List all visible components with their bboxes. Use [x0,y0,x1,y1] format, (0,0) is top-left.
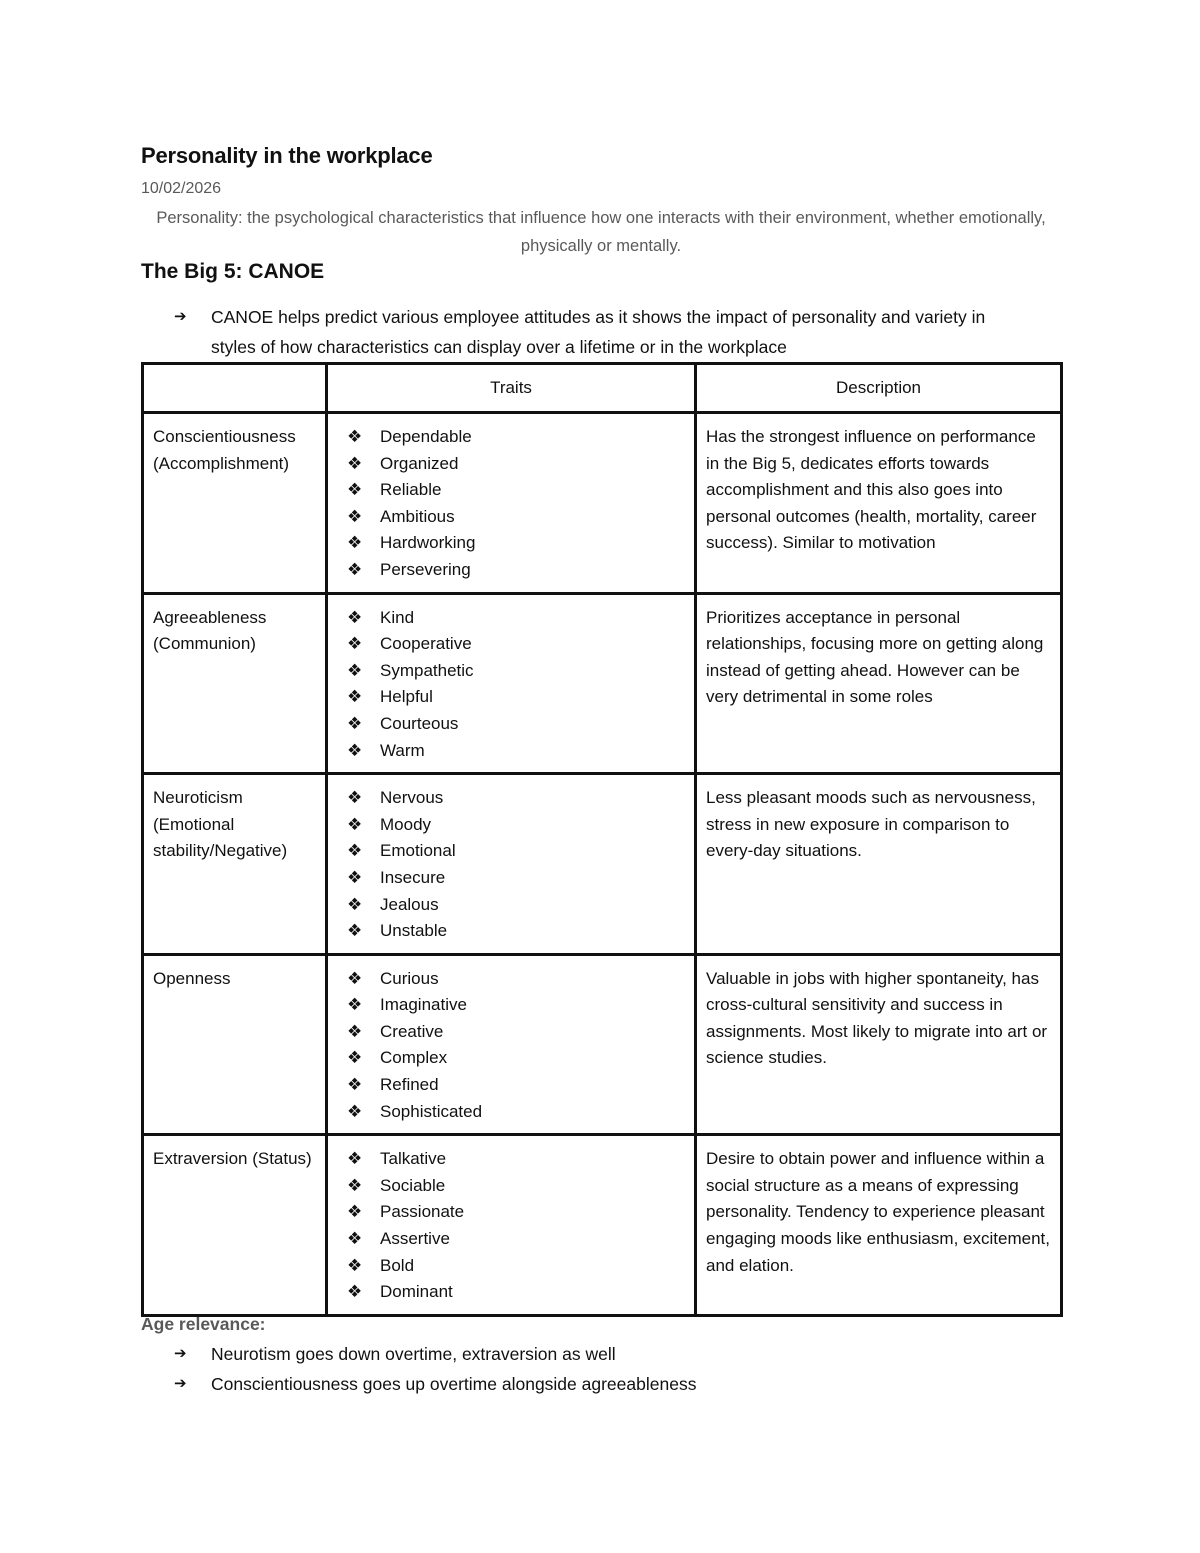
diamond-bullet-icon: ❖ [347,506,363,526]
list-item [347,992,685,1019]
diamond-bullet-icon: ❖ [347,687,363,707]
list-item [347,631,685,658]
list-item [347,838,685,865]
list-item [347,711,685,738]
trait-label: Ambitious [380,506,455,526]
diamond-bullet-icon: ❖ [347,921,363,941]
diamond-bullet-icon: ❖ [347,1048,363,1068]
age-relevance-text: Conscientiousness goes up overtime alongside agreeableness [211,1374,697,1394]
trait-label: Unstable [380,921,448,941]
canoe-table [141,362,1063,1317]
diamond-bullet-icon: ❖ [347,1175,363,1195]
diamond-bullet-icon: ❖ [347,1101,363,1121]
diamond-bullet-icon: ❖ [347,1255,363,1275]
trait-label: Sympathetic [380,660,474,680]
arrow-bullet-icon: ➔ [174,308,187,325]
description-cell: Has the strongest influence on performance in the Big 5, dedicates efforts towards accomplishment and this also goes into personal outcomes (health, mortality, career success). Similar to motivation [696,413,1062,594]
table-header-row [143,364,1062,413]
list-item [347,1099,685,1126]
trait-name-cell: Openness [143,954,327,1135]
trait-label: Jealous [380,894,439,914]
personality-definition: Personality: the psychological characteristics that influence how one interacts with their environment, whether emotionally, physically or mentally. [156,209,1046,255]
list-item [347,812,685,839]
list-item [347,451,685,478]
trait-name-cell: Conscientiousness (Accomplishment) [143,413,327,594]
list-item [347,865,685,892]
list-item [347,918,685,945]
diamond-bullet-icon: ❖ [347,660,363,680]
trait-label: Assertive [380,1229,450,1249]
description-cell: Valuable in jobs with higher spontaneity, has cross-cultural sensitivity and success in assignments. Most likely to migrate into art or science studies. [696,954,1062,1135]
trait-label: Refined [380,1075,439,1095]
trait-label: Curious [380,968,439,988]
list-item [347,892,685,919]
description-cell: Desire to obtain power and influence within a social structure as a means of expressing personality. Tendency to experience pleasant engaging moods like enthusiasm, excitement, and elation. [696,1135,1062,1316]
trait-label: Kind [380,607,415,627]
list-item [347,1226,685,1253]
trait-label: Sophisticated [380,1101,483,1121]
age-relevance-item [174,1369,1034,1399]
trait-name-cell: Agreeableness (Communion) [143,593,327,774]
diamond-bullet-icon: ❖ [347,1229,363,1249]
trait-label: Emotional [380,841,456,861]
traits-cell [327,774,696,955]
diamond-bullet-icon: ❖ [347,607,363,627]
header-cell-traits: Traits [327,364,696,413]
traits-cell [327,593,696,774]
list-item [347,605,685,632]
trait-label: Dependable [380,427,472,446]
diamond-bullet-icon: ❖ [347,894,363,914]
document-date: 10/02/2026 [141,180,222,197]
age-relevance-text: Neurotism goes down overtime, extraversion as well [211,1344,616,1364]
age-relevance-label: Age relevance: [141,1314,266,1334]
trait-label: Creative [380,1021,444,1041]
list-item [347,1045,685,1072]
trait-label: Dominant [380,1282,453,1302]
trait-label: Courteous [380,713,459,733]
trait-label: Bold [380,1255,415,1275]
list-item [347,1199,685,1226]
list-item [347,1019,685,1046]
diamond-bullet-icon: ❖ [347,480,363,500]
diamond-bullet-icon: ❖ [347,559,363,579]
trait-label: Organized [380,453,459,473]
trait-label: Imaginative [380,995,467,1015]
diamond-bullet-icon: ❖ [347,1202,363,1222]
header-cell-description: Description [696,364,1062,413]
diamond-bullet-icon: ❖ [347,1282,363,1302]
diamond-bullet-icon: ❖ [347,453,363,473]
diamond-bullet-icon: ❖ [347,1149,363,1169]
age-relevance-item [174,1339,1034,1369]
trait-label: Nervous [380,788,444,808]
page-title: Personality in the workplace [141,143,433,168]
diamond-bullet-icon: ❖ [347,740,363,760]
traits-list [337,966,685,1126]
list-item [347,684,685,711]
table-row [143,593,1062,774]
list-item [347,658,685,685]
description-cell: Less pleasant moods such as nervousness, stress in new exposure in comparison to every-day situations. [696,774,1062,955]
list-item [347,424,685,451]
table-row [143,774,1062,955]
traits-list [337,785,685,945]
list-item [347,1253,685,1280]
diamond-bullet-icon: ❖ [347,634,363,654]
list-item [347,504,685,531]
list-item [347,477,685,504]
traits-list [337,1146,685,1306]
description-cell: Prioritizes acceptance in personal relationships, focusing more on getting along instead of getting ahead. However can be very detrimental in some roles [696,593,1062,774]
table-row [143,413,1062,594]
trait-label: Complex [380,1048,448,1068]
list-item [347,1146,685,1173]
arrow-bullet-icon: ➔ [174,1345,187,1362]
diamond-bullet-icon: ❖ [347,1021,363,1041]
trait-name-cell: Neuroticism (Emotional stability/Negative) [143,774,327,955]
trait-label: Talkative [380,1149,447,1169]
traits-cell [327,1135,696,1316]
diamond-bullet-icon: ❖ [347,427,363,446]
trait-label: Insecure [380,867,446,887]
intro-bullet-text: CANOE helps predict various employee attitudes as it shows the impact of personality and variety in styles of how characteristics can display over a lifetime or in the workplace [211,307,986,357]
trait-label: Cooperative [380,634,472,654]
diamond-bullet-icon: ❖ [347,995,363,1015]
trait-label: Sociable [380,1175,446,1195]
list-item [347,966,685,993]
trait-label: Warm [380,740,425,760]
list-item [347,1173,685,1200]
trait-label: Hardworking [380,533,476,553]
trait-label: Moody [380,814,432,834]
arrow-bullet-icon: ➔ [174,1375,187,1392]
list-item [347,1279,685,1306]
list-item [347,785,685,812]
diamond-bullet-icon: ❖ [347,788,363,808]
diamond-bullet-icon: ❖ [347,867,363,887]
list-item [347,1072,685,1099]
diamond-bullet-icon: ❖ [347,968,363,988]
list-item [347,557,685,584]
section-heading: The Big 5: CANOE [141,260,325,283]
header-cell-blank [143,364,327,413]
list-item [347,530,685,557]
table-row [143,1135,1062,1316]
table-row [143,954,1062,1135]
intro-bullet [174,302,1034,362]
diamond-bullet-icon: ❖ [347,814,363,834]
diamond-bullet-icon: ❖ [347,841,363,861]
trait-label: Persevering [380,559,471,579]
diamond-bullet-icon: ❖ [347,533,363,553]
trait-label: Reliable [380,480,442,500]
trait-label: Helpful [380,687,433,707]
traits-cell [327,954,696,1135]
diamond-bullet-icon: ❖ [347,1075,363,1095]
traits-list [337,605,685,765]
traits-cell [327,413,696,594]
traits-list [337,424,685,584]
trait-label: Passionate [380,1202,465,1222]
trait-name-cell: Extraversion (Status) [143,1135,327,1316]
diamond-bullet-icon: ❖ [347,713,363,733]
list-item [347,738,685,765]
